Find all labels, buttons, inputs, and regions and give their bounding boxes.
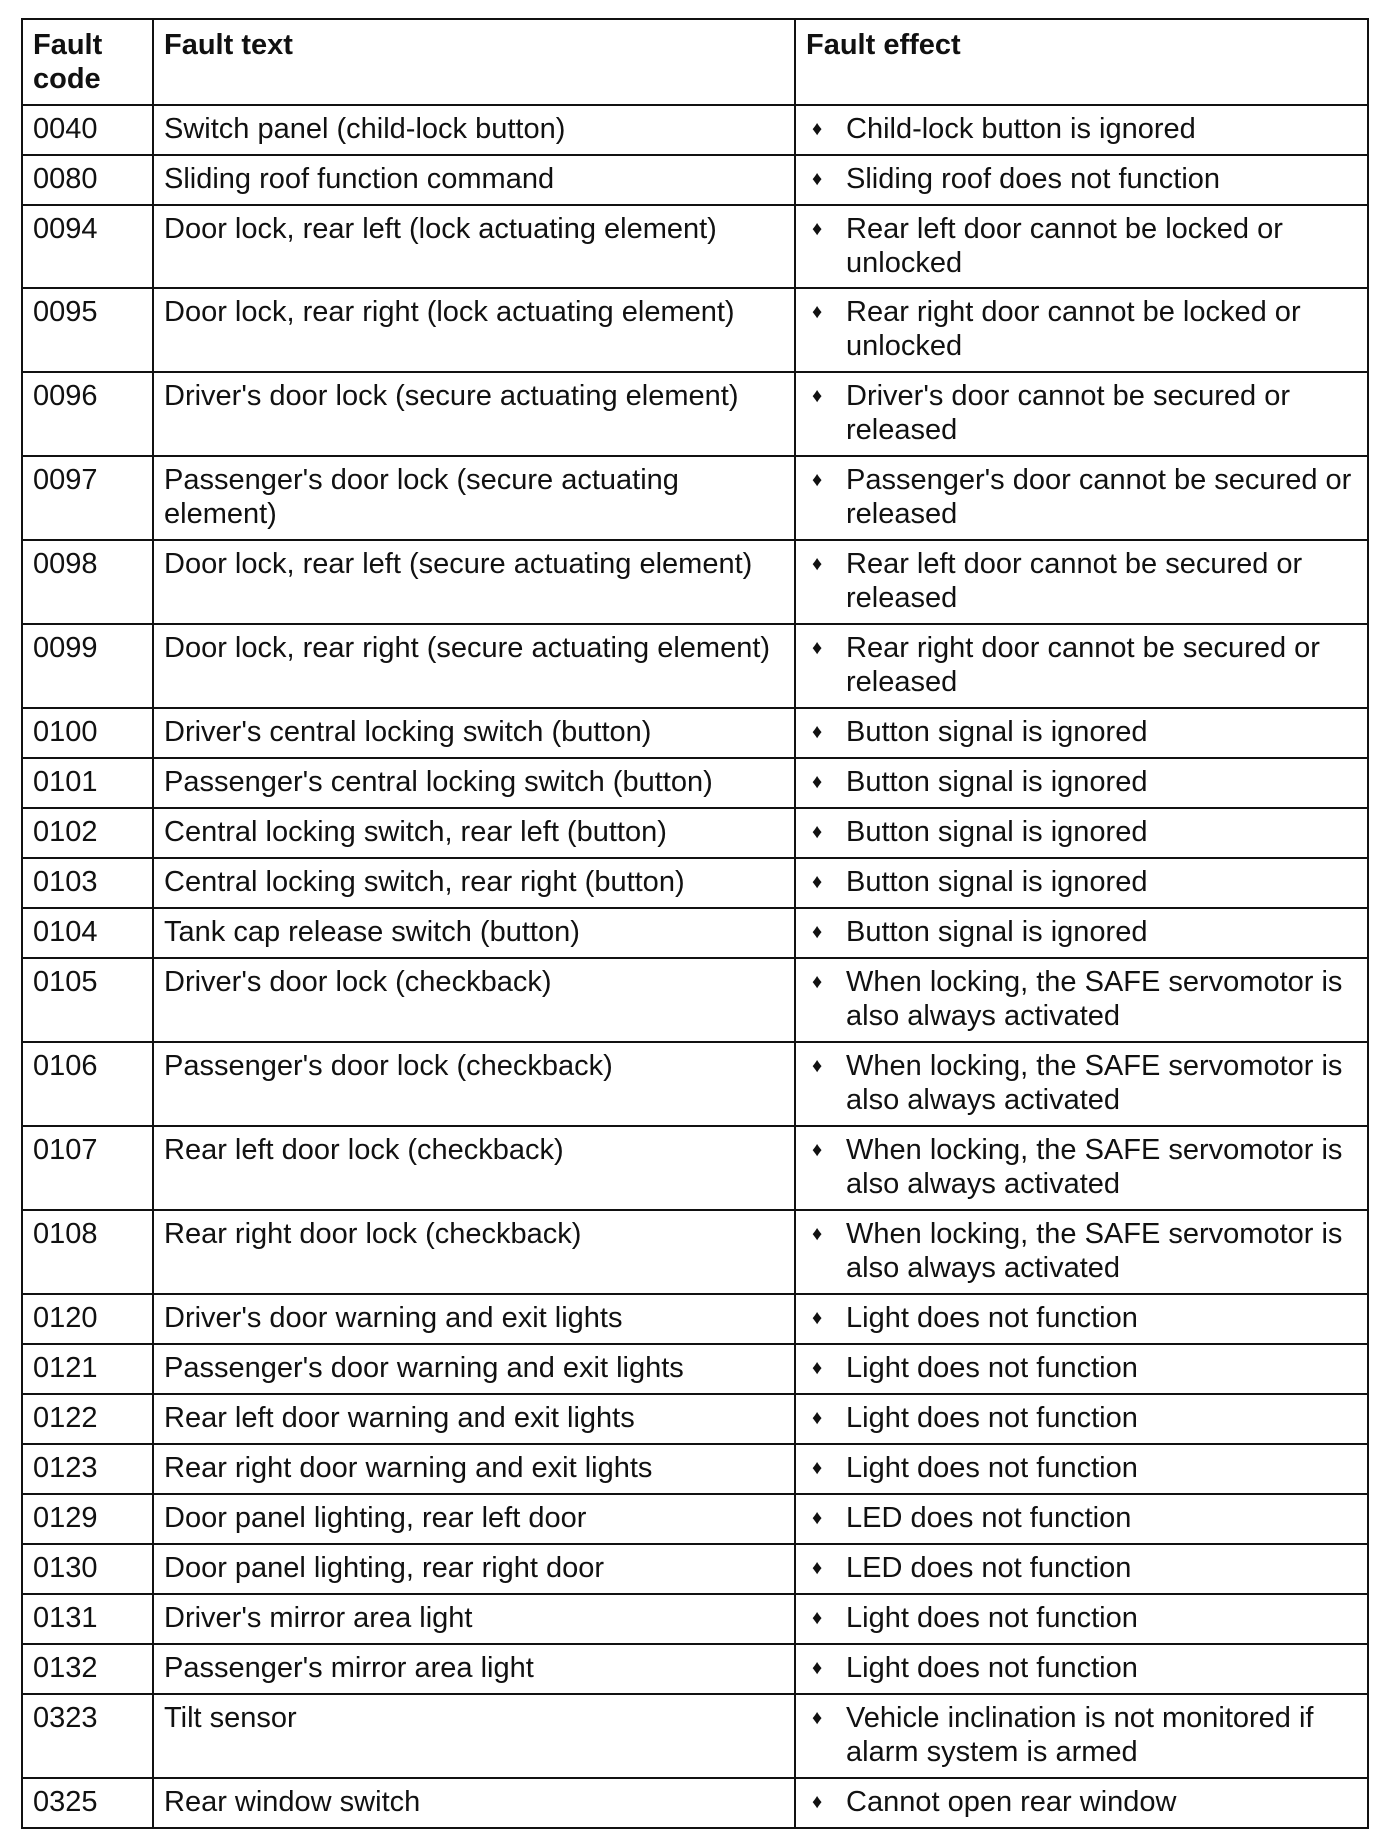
table-row (22, 1394, 1368, 1444)
fault-effect-cell (795, 288, 1368, 372)
fault-effect-text: Driver's door cannot be secured or released (846, 380, 1290, 446)
table-row (22, 858, 1368, 908)
fault-text-cell: Central locking switch, rear right (button) (153, 858, 795, 908)
fault-effect-item (806, 915, 1359, 949)
fault-text-cell: Door lock, rear left (secure actuating element) (153, 540, 795, 624)
fault-effect-cell (795, 155, 1368, 205)
fault-effect-text: When locking, the SAFE servomotor is also always activated (846, 1218, 1343, 1284)
diamond-bullet-icon: ♦ (812, 771, 823, 793)
fault-effect-text: Button signal is ignored (846, 916, 1148, 948)
fault-effect-cell (795, 858, 1368, 908)
table-row (22, 1042, 1368, 1126)
diamond-bullet-icon: ♦ (812, 385, 823, 407)
diamond-bullet-icon: ♦ (812, 118, 823, 140)
table-row (22, 1294, 1368, 1344)
fault-text-cell: Door panel lighting, rear right door (153, 1544, 795, 1594)
fault-effect-item (806, 547, 1359, 615)
fault-code-cell: 0104 (22, 908, 153, 958)
table-row (22, 1694, 1368, 1778)
fault-effect-cell (795, 1294, 1368, 1344)
fault-code-cell: 0123 (22, 1444, 153, 1494)
fault-text-cell: Tank cap release switch (button) (153, 908, 795, 958)
fault-effect-item (806, 1501, 1359, 1535)
fault-code-cell: 0129 (22, 1494, 153, 1544)
diamond-bullet-icon: ♦ (812, 1357, 823, 1379)
table-row (22, 1126, 1368, 1210)
fault-effect-cell (795, 1444, 1368, 1494)
fault-effect-cell (795, 1344, 1368, 1394)
fault-code-cell: 0122 (22, 1394, 153, 1444)
fault-text-cell: Passenger's mirror area light (153, 1644, 795, 1694)
fault-code-cell: 0098 (22, 540, 153, 624)
fault-effect-item (806, 212, 1359, 280)
diamond-bullet-icon: ♦ (812, 1407, 823, 1429)
diamond-bullet-icon: ♦ (812, 1223, 823, 1245)
fault-effect-cell (795, 1494, 1368, 1544)
diamond-bullet-icon: ♦ (812, 1607, 823, 1629)
fault-code-cell: 0095 (22, 288, 153, 372)
table-row (22, 708, 1368, 758)
table-row (22, 1644, 1368, 1694)
fault-text-cell: Rear right door warning and exit lights (153, 1444, 795, 1494)
fault-text-cell: Passenger's door warning and exit lights (153, 1344, 795, 1394)
diamond-bullet-icon: ♦ (812, 637, 823, 659)
fault-effect-item (806, 1133, 1359, 1201)
fault-effect-cell (795, 958, 1368, 1042)
fault-effect-cell (795, 1594, 1368, 1644)
fault-effect-cell (795, 908, 1368, 958)
table-row (22, 1210, 1368, 1294)
fault-code-cell: 0130 (22, 1544, 153, 1594)
fault-code-cell: 0097 (22, 456, 153, 540)
fault-effect-text: Button signal is ignored (846, 766, 1148, 798)
fault-effect-item (806, 295, 1359, 363)
fault-text-cell: Driver's mirror area light (153, 1594, 795, 1644)
fault-effect-item (806, 631, 1359, 699)
fault-code-cell: 0131 (22, 1594, 153, 1644)
fault-effect-text: Rear right door cannot be locked or unlocked (846, 296, 1301, 362)
header-fault-code: Fault code (22, 19, 153, 105)
fault-effect-cell (795, 1042, 1368, 1126)
fault-effect-item (806, 1785, 1359, 1819)
table-row (22, 1544, 1368, 1594)
fault-effect-item (806, 715, 1359, 749)
fault-effect-text: Passenger's door cannot be secured or released (846, 464, 1352, 530)
diamond-bullet-icon: ♦ (812, 1557, 823, 1579)
diamond-bullet-icon: ♦ (812, 1507, 823, 1529)
fault-effect-cell (795, 1644, 1368, 1694)
table-row (22, 1444, 1368, 1494)
table-row (22, 758, 1368, 808)
table-row (22, 1494, 1368, 1544)
fault-effect-item (806, 379, 1359, 447)
fault-effect-text: Cannot open rear window (846, 1786, 1177, 1818)
fault-effect-item (806, 965, 1359, 1033)
fault-code-cell: 0040 (22, 105, 153, 155)
fault-text-cell: Rear left door lock (checkback) (153, 1126, 795, 1210)
fault-text-cell: Driver's central locking switch (button) (153, 708, 795, 758)
diamond-bullet-icon: ♦ (812, 1707, 823, 1729)
table-row (22, 1778, 1368, 1828)
fault-effect-cell (795, 808, 1368, 858)
fault-code-cell: 0080 (22, 155, 153, 205)
fault-effect-cell (795, 1778, 1368, 1828)
diamond-bullet-icon: ♦ (812, 871, 823, 893)
fault-effect-text: LED does not function (846, 1552, 1132, 1584)
fault-text-cell: Tilt sensor (153, 1694, 795, 1778)
fault-code-cell: 0120 (22, 1294, 153, 1344)
fault-text-cell: Passenger's door lock (secure actuating element) (153, 456, 795, 540)
diamond-bullet-icon: ♦ (812, 921, 823, 943)
diamond-bullet-icon: ♦ (812, 1457, 823, 1479)
fault-text-cell: Door lock, rear left (lock actuating element) (153, 205, 795, 288)
fault-effect-item (806, 162, 1359, 196)
diamond-bullet-icon: ♦ (812, 469, 823, 491)
fault-effect-text: Button signal is ignored (846, 866, 1148, 898)
fault-effect-item (806, 1401, 1359, 1435)
table-row (22, 808, 1368, 858)
fault-effect-text: Rear left door cannot be secured or released (846, 548, 1303, 614)
diamond-bullet-icon: ♦ (812, 301, 823, 323)
fault-effect-text: Light does not function (846, 1602, 1138, 1634)
table-row (22, 624, 1368, 708)
fault-code-cell: 0102 (22, 808, 153, 858)
fault-code-cell: 0132 (22, 1644, 153, 1694)
header-fault-effect: Fault effect (795, 19, 1368, 105)
fault-effect-text: Rear left door cannot be locked or unlocked (846, 213, 1283, 279)
diamond-bullet-icon: ♦ (812, 971, 823, 993)
table-row (22, 958, 1368, 1042)
fault-text-cell: Rear left door warning and exit lights (153, 1394, 795, 1444)
fault-effect-text: Light does not function (846, 1302, 1138, 1334)
fault-effect-cell (795, 205, 1368, 288)
fault-effect-text: Button signal is ignored (846, 816, 1148, 848)
fault-text-cell: Driver's door warning and exit lights (153, 1294, 795, 1344)
fault-effect-cell (795, 758, 1368, 808)
fault-effect-text: Light does not function (846, 1652, 1138, 1684)
fault-code-cell: 0100 (22, 708, 153, 758)
fault-effect-text: Sliding roof does not function (846, 163, 1221, 195)
table-row (22, 1594, 1368, 1644)
table-row (22, 908, 1368, 958)
fault-effect-cell (795, 1544, 1368, 1594)
diamond-bullet-icon: ♦ (812, 168, 823, 190)
fault-effect-cell (795, 540, 1368, 624)
fault-code-cell: 0106 (22, 1042, 153, 1126)
fault-effect-text: Light does not function (846, 1452, 1138, 1484)
fault-effect-text: Vehicle inclination is not monitored if alarm system is armed (846, 1702, 1314, 1768)
fault-code-cell: 0094 (22, 205, 153, 288)
fault-effect-text: When locking, the SAFE servomotor is also always activated (846, 966, 1343, 1032)
fault-text-cell: Central locking switch, rear left (button) (153, 808, 795, 858)
fault-effect-cell (795, 624, 1368, 708)
table-row (22, 155, 1368, 205)
fault-code-cell: 0103 (22, 858, 153, 908)
diamond-bullet-icon: ♦ (812, 721, 823, 743)
fault-effect-cell (795, 1210, 1368, 1294)
fault-effect-item (806, 765, 1359, 799)
fault-effect-cell (795, 1126, 1368, 1210)
fault-code-cell: 0099 (22, 624, 153, 708)
fault-effect-item (806, 112, 1359, 146)
fault-effect-item (806, 463, 1359, 531)
fault-effect-item (806, 1551, 1359, 1585)
table-row (22, 372, 1368, 456)
fault-effect-item (806, 815, 1359, 849)
fault-effect-item (806, 1301, 1359, 1335)
fault-effect-cell (795, 1694, 1368, 1778)
fault-rows (22, 105, 1368, 1828)
fault-text-cell: Rear window switch (153, 1778, 795, 1828)
fault-text-cell: Door panel lighting, rear left door (153, 1494, 795, 1544)
diamond-bullet-icon: ♦ (812, 218, 823, 240)
diamond-bullet-icon: ♦ (812, 1307, 823, 1329)
fault-effect-item (806, 1451, 1359, 1485)
fault-effect-item (806, 1049, 1359, 1117)
fault-code-cell: 0121 (22, 1344, 153, 1394)
fault-text-cell: Driver's door lock (secure actuating element) (153, 372, 795, 456)
table-row (22, 105, 1368, 155)
diamond-bullet-icon: ♦ (812, 1791, 823, 1813)
fault-effect-text: Rear right door cannot be secured or released (846, 632, 1320, 698)
fault-code-table (21, 18, 1369, 1829)
fault-effect-cell (795, 105, 1368, 155)
table-header-row (22, 19, 1368, 105)
fault-code-cell: 0107 (22, 1126, 153, 1210)
fault-text-cell: Door lock, rear right (secure actuating element) (153, 624, 795, 708)
fault-code-cell: 0105 (22, 958, 153, 1042)
fault-effect-text: LED does not function (846, 1502, 1132, 1534)
table-row (22, 456, 1368, 540)
fault-effect-cell (795, 456, 1368, 540)
table-row (22, 205, 1368, 288)
fault-effect-text: Light does not function (846, 1352, 1138, 1384)
fault-effect-item (806, 1217, 1359, 1285)
fault-effect-cell (795, 1394, 1368, 1444)
fault-effect-text: Button signal is ignored (846, 716, 1148, 748)
fault-effect-item (806, 865, 1359, 899)
diamond-bullet-icon: ♦ (812, 1139, 823, 1161)
fault-code-cell: 0108 (22, 1210, 153, 1294)
fault-effect-text: When locking, the SAFE servomotor is also always activated (846, 1134, 1343, 1200)
diamond-bullet-icon: ♦ (812, 1055, 823, 1077)
diamond-bullet-icon: ♦ (812, 1657, 823, 1679)
fault-text-cell: Passenger's central locking switch (button) (153, 758, 795, 808)
fault-text-cell: Driver's door lock (checkback) (153, 958, 795, 1042)
diamond-bullet-icon: ♦ (812, 553, 823, 575)
fault-effect-text: When locking, the SAFE servomotor is also always activated (846, 1050, 1343, 1116)
fault-code-cell: 0096 (22, 372, 153, 456)
header-fault-text: Fault text (153, 19, 795, 105)
fault-effect-cell (795, 708, 1368, 758)
fault-text-cell: Door lock, rear right (lock actuating element) (153, 288, 795, 372)
fault-text-cell: Passenger's door lock (checkback) (153, 1042, 795, 1126)
table-row (22, 1344, 1368, 1394)
fault-effect-item (806, 1701, 1359, 1769)
fault-effect-item (806, 1351, 1359, 1385)
fault-text-cell: Rear right door lock (checkback) (153, 1210, 795, 1294)
table-row (22, 288, 1368, 372)
fault-effect-item (806, 1651, 1359, 1685)
fault-code-cell: 0323 (22, 1694, 153, 1778)
fault-text-cell: Switch panel (child-lock button) (153, 105, 795, 155)
fault-effect-cell (795, 372, 1368, 456)
table-row (22, 540, 1368, 624)
fault-effect-text: Child-lock button is ignored (846, 113, 1196, 145)
fault-effect-text: Light does not function (846, 1402, 1138, 1434)
fault-code-cell: 0101 (22, 758, 153, 808)
fault-code-cell: 0325 (22, 1778, 153, 1828)
diamond-bullet-icon: ♦ (812, 821, 823, 843)
fault-text-cell: Sliding roof function command (153, 155, 795, 205)
fault-effect-item (806, 1601, 1359, 1635)
